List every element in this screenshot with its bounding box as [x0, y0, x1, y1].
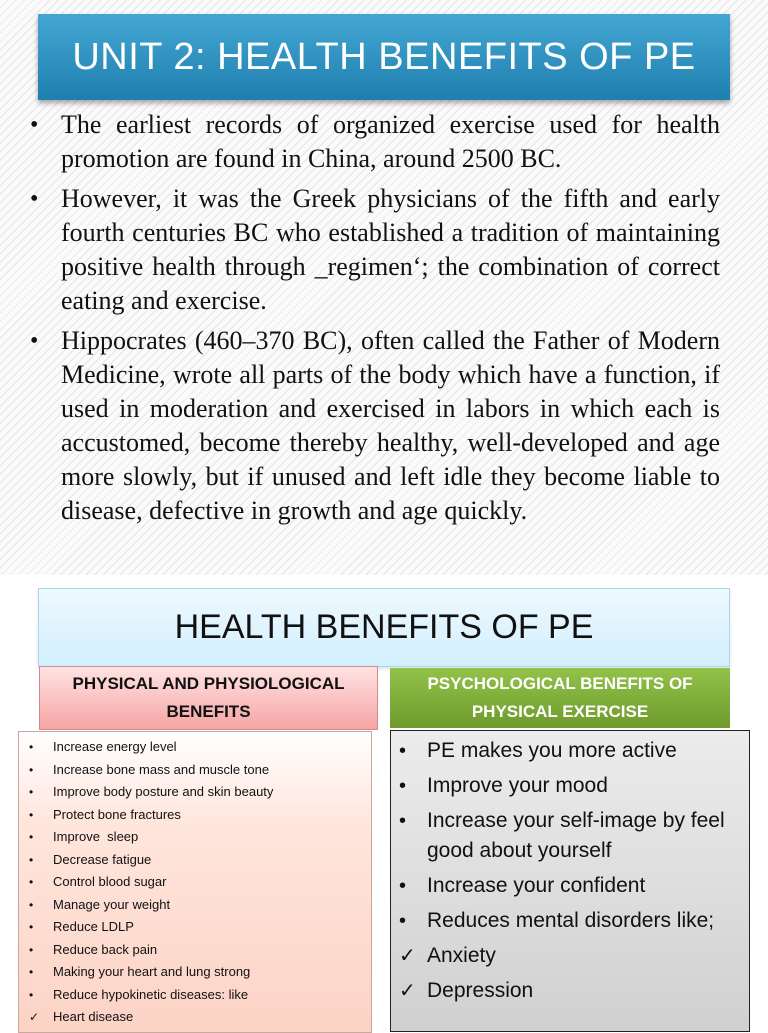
list-item: [391, 941, 749, 971]
bullet-icon: •: [29, 830, 34, 844]
bullet-icon: •: [399, 910, 407, 932]
bullet-item: [30, 108, 720, 176]
bullet-text: The earliest records of organized exercise used for health promotion are found in China, around 2500 BC.: [61, 110, 720, 173]
list-item: [19, 826, 371, 849]
list-item-text: Protect bone fractures: [53, 806, 181, 822]
list-item: [391, 806, 749, 866]
checkmark-icon: ✓: [399, 945, 416, 967]
list-item: [19, 871, 371, 894]
list-item: [19, 804, 371, 827]
list-item-text: Anxiety: [427, 944, 496, 967]
list-item: [391, 871, 749, 901]
list-item-text: Increase energy level: [53, 739, 177, 754]
slide-1-title: UNIT 2: HEALTH BENEFITS OF PE: [72, 35, 696, 78]
bullet-text: However, it was the Greek physicians of the fifth and early fourth centuries BC who established a tradition of maintaining positive health through _regimen‘; the combination of correct eating and exercise.: [61, 184, 720, 315]
list-item-text: Control blood sugar: [53, 874, 167, 889]
list-item-text: Decrease fatigue: [53, 851, 152, 867]
list-item: [19, 1006, 371, 1029]
list-item-text: Increase your confident: [427, 874, 646, 897]
bullet-icon: •: [30, 328, 39, 354]
list-item: [19, 736, 371, 759]
list-item-text: Increase your self-image by feel good about yourself: [427, 809, 725, 862]
list-item-text: Manage your weight: [53, 896, 171, 912]
list-item-text: Reduces mental disorders like;: [427, 909, 715, 932]
slide-2: [0, 575, 768, 1024]
bullet-icon: •: [30, 112, 39, 138]
bullet-icon: •: [29, 785, 34, 799]
list-item-text: Increase bone mass and muscle tone: [53, 761, 270, 777]
list-item: [391, 976, 749, 1006]
bullet-icon: •: [30, 186, 39, 212]
list-item: [19, 894, 371, 917]
bullet-item: [30, 182, 720, 318]
checkmark-icon: ✓: [29, 1010, 40, 1024]
slide-1-bullet-list: [30, 108, 720, 534]
list-item: [391, 906, 749, 936]
physical-benefits-list: [19, 732, 371, 1029]
checkmark-icon: ✓: [399, 980, 416, 1002]
bullet-icon: •: [399, 740, 407, 762]
physical-benefits-header: PHYSICAL AND PHYSIOLOGICAL BENEFITS: [39, 666, 378, 730]
list-item-text: Reduce LDLP: [53, 919, 134, 934]
bullet-icon: •: [29, 852, 34, 867]
list-item: [19, 984, 371, 1007]
list-item: [19, 781, 371, 804]
bullet-item: [30, 324, 720, 528]
list-item-text: Improve sleep: [53, 829, 139, 844]
list-item: [19, 759, 371, 782]
list-item: [19, 916, 371, 939]
bullet-icon: •: [29, 740, 34, 754]
list-item: [391, 736, 749, 766]
bullet-icon: •: [399, 775, 407, 797]
list-item-text: Reduce hypokinetic diseases: like: [53, 986, 249, 1002]
bullet-icon: •: [29, 920, 34, 934]
bullet-icon: •: [29, 807, 34, 822]
psychological-benefits-box: [390, 730, 750, 1032]
list-item-text: Improve body posture and skin beauty: [53, 784, 274, 799]
list-item-text: Improve your mood: [427, 774, 608, 797]
list-item-text: Reduce back pain: [53, 941, 158, 957]
bullet-icon: •: [29, 965, 34, 979]
slide-2-title: HEALTH BENEFITS OF PE: [174, 608, 594, 646]
physical-benefits-box: [18, 731, 372, 1033]
list-item-text: Making your heart and lung strong: [53, 964, 251, 979]
psychological-benefits-list: [391, 731, 749, 1006]
slide-1-title-banner: [38, 14, 730, 100]
bullet-icon: •: [29, 762, 34, 777]
bullet-icon: •: [29, 875, 34, 889]
list-item-text: Heart disease: [53, 1009, 134, 1024]
bullet-icon: •: [29, 987, 34, 1002]
bullet-text: Hippocrates (460–370 BC), often called the Father of Modern Medicine, wrote all parts of the body which have a function, if used in moderation and exercised in labors in which each is accustomed, become thereby healthy, well-developed and age more slowly, but if unused and left idle they become liable to disease, defective in growth and age quickly.: [61, 326, 720, 525]
list-item: [19, 939, 371, 962]
list-item: [19, 961, 371, 984]
bullet-icon: •: [29, 942, 34, 957]
bullet-icon: •: [399, 875, 407, 897]
bullet-icon: •: [399, 810, 407, 832]
psychological-benefits-header: PSYCHOLOGICAL BENEFITS OF PHYSICAL EXERCISE: [390, 668, 730, 728]
list-item: [19, 849, 371, 872]
slide-2-title-banner: [38, 588, 730, 667]
bullet-icon: •: [29, 897, 34, 912]
list-item-text: PE makes you more active: [427, 739, 677, 762]
list-item: [391, 771, 749, 801]
list-item-text: Depression: [427, 979, 534, 1002]
